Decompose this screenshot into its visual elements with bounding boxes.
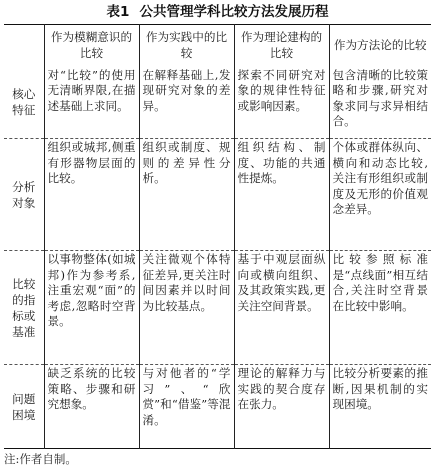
table-cell: 缺乏系统的比较策略、步骤和研究想象。 — [44, 365, 139, 449]
table-cell: 在解释基础上,发现研究对象的差异。 — [139, 67, 234, 139]
row-label: 问题困境 — [4, 365, 44, 449]
row-label: 分析对象 — [4, 139, 44, 251]
table-row-indicators — [4, 251, 431, 365]
table-cell: 组织结构、制度、功能的共通性提炼。 — [234, 139, 329, 251]
table-header-row — [4, 25, 431, 67]
table-cell: 比较分析要素的推断,因果机制的实现困境。 — [329, 365, 431, 449]
table-cell: 比较参照标准是“点线面”相互结合,关注时空背景在比较中影响。 — [329, 251, 431, 365]
column-header-theory-building: 作为理论建构的比较 — [234, 25, 329, 67]
table-number: 表1 — [106, 4, 130, 20]
table-cell: 理论的解释力与实践的契合度存在张力。 — [234, 365, 329, 449]
table-cell: 组织或制度、规则的差异性分析。 — [139, 139, 234, 251]
comparison-table — [4, 24, 431, 449]
table-cell: 与对他者的“学习”、“欣赏”和“借鉴”等混淆。 — [139, 365, 234, 449]
column-header-methodology: 作为方法论的比较 — [329, 25, 431, 67]
table-cell: 对“比较”的使用无清晰界限,在描述基础上求同。 — [44, 67, 139, 139]
table-row-analysis-object — [4, 139, 431, 251]
table-cell: 组织或城邦,侧重有形器物层面的比较。 — [44, 139, 139, 251]
row-label: 核心特征 — [4, 67, 44, 139]
table-title — [0, 3, 435, 21]
table-cell: 探索不同研究对象的规律性特征或影响因素。 — [234, 67, 329, 139]
table-row-core-features — [4, 67, 431, 139]
table-cell: 基于中观层面纵向或横向组织、及其政策实践,更关注空间背景。 — [234, 251, 329, 365]
column-header-in-practice: 作为实践中的比较 — [139, 25, 234, 67]
table-cell: 包含清晰的比较策略和步骤,研究对象求同与求异相结合。 — [329, 67, 431, 139]
table-cell: 关注微观个体特征差异,更关注时间因素并以时间为比较基点。 — [139, 251, 234, 365]
row-label: 比较的指标或基准 — [4, 251, 44, 365]
table-row-problems — [4, 365, 431, 449]
table-title-text: 公共管理学科比较方法发展历程 — [139, 4, 329, 20]
table-note: 注:作者自制。 — [4, 452, 77, 466]
table-cell: 以事物整体(如城邦)作为参考系,注重宏观“面”的考虑,忽略时空背景。 — [44, 251, 139, 365]
table-cell: 个体或群体纵向、横向和动态比较,关注有形组织或制度及无形的价值观念差异。 — [329, 139, 431, 251]
column-header-blank — [4, 25, 44, 67]
column-header-vague-awareness: 作为模糊意识的比较 — [44, 25, 139, 67]
